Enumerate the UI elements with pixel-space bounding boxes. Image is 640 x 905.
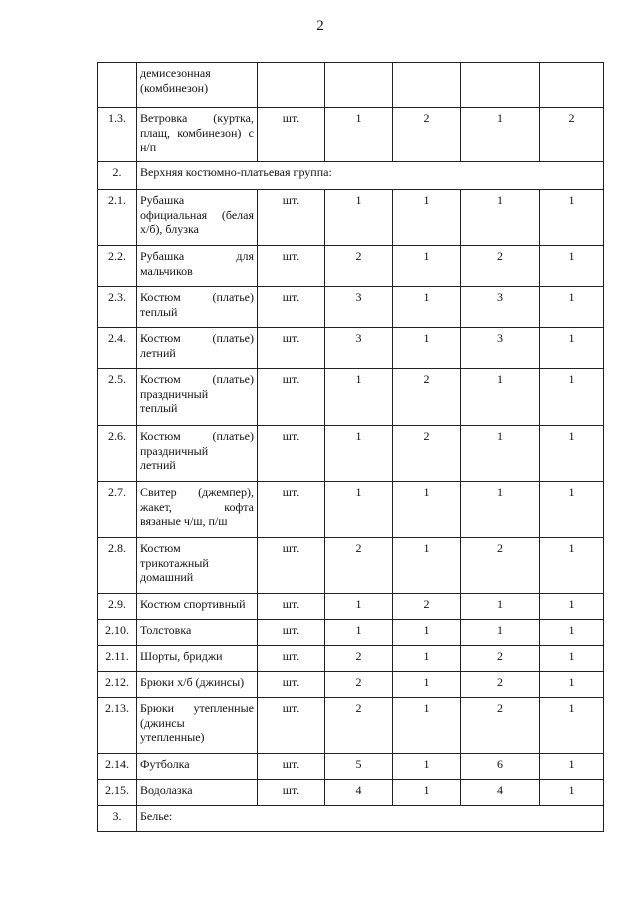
item-name <box>137 780 258 806</box>
item-name <box>137 369 258 426</box>
item-name-line: домашний <box>140 570 194 584</box>
item-name-line: праздничный <box>140 386 209 401</box>
row-number: 2.14. <box>98 754 137 780</box>
quantity-cell: 2 <box>540 108 604 162</box>
item-name <box>137 246 258 287</box>
table-row <box>98 369 604 426</box>
table-row <box>98 806 604 832</box>
quantity-cell: 1 <box>393 287 461 328</box>
quantity-cell <box>540 63 604 108</box>
unit-cell: шт. <box>258 108 325 162</box>
quantity-cell: 1 <box>393 780 461 806</box>
section-heading: Верхняя костюмно-платьевая группа: <box>137 162 604 190</box>
quantity-cell: 1 <box>540 646 604 672</box>
item-name-line: Шорты, бриджи <box>140 649 223 663</box>
table-row <box>98 426 604 482</box>
quantity-cell: 3 <box>461 287 540 328</box>
row-number: 3. <box>98 806 137 832</box>
quantity-cell: 2 <box>461 538 540 594</box>
quantity-cell: 1 <box>393 754 461 780</box>
quantity-cell: 1 <box>325 620 393 646</box>
quantity-cell: 2 <box>393 426 461 482</box>
quantity-cell: 2 <box>393 108 461 162</box>
row-number: 2.12. <box>98 672 137 698</box>
quantity-cell: 1 <box>325 482 393 538</box>
unit-cell: шт. <box>258 672 325 698</box>
item-name-line: Костюм (платье) <box>140 429 254 443</box>
item-name <box>137 594 258 620</box>
item-name <box>137 287 258 328</box>
item-name <box>137 63 258 108</box>
item-name-line: вязаные ч/ш, п/ш <box>140 514 228 528</box>
quantity-cell: 1 <box>461 620 540 646</box>
unit-cell: шт. <box>258 646 325 672</box>
quantity-cell: 1 <box>325 108 393 162</box>
quantity-cell: 3 <box>325 328 393 369</box>
unit-cell: шт. <box>258 780 325 806</box>
item-name <box>137 426 258 482</box>
item-name <box>137 620 258 646</box>
quantity-cell: 1 <box>540 287 604 328</box>
unit-cell: шт. <box>258 538 325 594</box>
quantity-cell: 1 <box>540 620 604 646</box>
quantity-cell: 2 <box>325 698 393 754</box>
quantity-cell: 1 <box>461 482 540 538</box>
item-name-line: официальная (белая <box>140 207 254 222</box>
row-number: 2. <box>98 162 137 190</box>
clothing-norms-table <box>97 62 604 832</box>
item-name <box>137 482 258 538</box>
quantity-cell: 1 <box>461 108 540 162</box>
item-name-line: Костюм (платье) <box>140 372 254 386</box>
quantity-cell: 1 <box>540 328 604 369</box>
table-row <box>98 780 604 806</box>
unit-cell: шт. <box>258 287 325 328</box>
unit-cell: шт. <box>258 190 325 246</box>
table-row <box>98 646 604 672</box>
quantity-cell: 1 <box>393 620 461 646</box>
item-name-line: Рубашка для <box>140 249 254 263</box>
quantity-cell: 1 <box>540 698 604 754</box>
row-number: 2.1. <box>98 190 137 246</box>
item-name-line: Костюм (платье) <box>140 331 254 345</box>
item-name-line: Свитер (джемпер), <box>140 485 254 499</box>
item-name-line: Брюки х/б (джинсы) <box>140 675 245 689</box>
item-name-line: (джинсы <box>140 715 185 730</box>
unit-cell: шт. <box>258 246 325 287</box>
unit-cell: шт. <box>258 754 325 780</box>
item-name <box>137 672 258 698</box>
quantity-cell: 1 <box>325 369 393 426</box>
item-name-line: праздничный <box>140 443 209 458</box>
quantity-cell: 1 <box>393 646 461 672</box>
unit-cell: шт. <box>258 594 325 620</box>
quantity-cell: 2 <box>461 646 540 672</box>
quantity-cell: 1 <box>393 698 461 754</box>
quantity-cell: 1 <box>540 538 604 594</box>
quantity-cell: 1 <box>393 538 461 594</box>
unit-cell <box>258 63 325 108</box>
item-name-line: (комбинезон) <box>140 80 209 95</box>
quantity-cell: 1 <box>325 426 393 482</box>
row-number: 1.3. <box>98 108 137 162</box>
quantity-cell <box>325 63 393 108</box>
table-row <box>98 672 604 698</box>
quantity-cell: 2 <box>325 646 393 672</box>
item-name-line: Костюм <box>140 541 181 555</box>
item-name-line: Футболка <box>140 757 190 771</box>
quantity-cell <box>393 63 461 108</box>
row-number: 2.13. <box>98 698 137 754</box>
quantity-cell: 1 <box>540 594 604 620</box>
table-row <box>98 538 604 594</box>
table-row <box>98 754 604 780</box>
item-name <box>137 754 258 780</box>
quantity-cell: 3 <box>461 328 540 369</box>
quantity-cell: 2 <box>325 538 393 594</box>
unit-cell: шт. <box>258 698 325 754</box>
quantity-cell: 4 <box>325 780 393 806</box>
quantity-cell: 1 <box>393 672 461 698</box>
item-name-line: утепленные) <box>140 730 205 744</box>
quantity-cell <box>461 63 540 108</box>
quantity-cell: 2 <box>393 369 461 426</box>
quantity-cell: 1 <box>393 328 461 369</box>
item-name <box>137 698 258 754</box>
item-name-line: демисезонная <box>140 66 211 80</box>
quantity-cell: 2 <box>461 698 540 754</box>
quantity-cell: 1 <box>461 369 540 426</box>
table-row <box>98 328 604 369</box>
quantity-cell: 4 <box>461 780 540 806</box>
quantity-cell: 1 <box>461 594 540 620</box>
quantity-cell: 1 <box>540 369 604 426</box>
unit-cell: шт. <box>258 620 325 646</box>
item-name-line: Толстовка <box>140 623 192 637</box>
item-name <box>137 538 258 594</box>
unit-cell: шт. <box>258 369 325 426</box>
item-name-line: теплый <box>140 401 178 415</box>
quantity-cell: 1 <box>461 426 540 482</box>
quantity-cell: 1 <box>461 190 540 246</box>
quantity-cell: 6 <box>461 754 540 780</box>
quantity-cell: 2 <box>325 672 393 698</box>
table-row <box>98 620 604 646</box>
item-name-line: мальчиков <box>140 263 193 278</box>
item-name-line: х/б), блузка <box>140 222 199 236</box>
section-heading: Белье: <box>137 806 604 832</box>
item-name-line: Рубашка <box>140 193 185 207</box>
row-number: 2.4. <box>98 328 137 369</box>
item-name-line: Ветровка (куртка, <box>140 111 254 125</box>
row-number <box>98 63 137 108</box>
table-row <box>98 108 604 162</box>
row-number: 2.8. <box>98 538 137 594</box>
item-name <box>137 646 258 672</box>
table-row <box>98 63 604 108</box>
quantity-cell: 2 <box>393 594 461 620</box>
unit-cell: шт. <box>258 426 325 482</box>
item-name-line: Костюм (платье) <box>140 290 254 304</box>
quantity-cell: 2 <box>461 246 540 287</box>
item-name <box>137 328 258 369</box>
quantity-cell: 2 <box>325 246 393 287</box>
quantity-cell: 1 <box>393 190 461 246</box>
item-name <box>137 108 258 162</box>
row-number: 2.7. <box>98 482 137 538</box>
quantity-cell: 1 <box>540 672 604 698</box>
table-row <box>98 482 604 538</box>
quantity-cell: 1 <box>393 246 461 287</box>
quantity-cell: 2 <box>461 672 540 698</box>
row-number: 2.6. <box>98 426 137 482</box>
table-row <box>98 698 604 754</box>
item-name-line: жакет, кофта <box>140 499 254 514</box>
unit-cell: шт. <box>258 328 325 369</box>
table-row <box>98 190 604 246</box>
quantity-cell: 1 <box>540 780 604 806</box>
item-name-line: трикотажный <box>140 555 209 570</box>
item-name-line: летний <box>140 345 176 360</box>
quantity-cell: 1 <box>540 426 604 482</box>
quantity-cell: 1 <box>540 754 604 780</box>
quantity-cell: 3 <box>325 287 393 328</box>
quantity-cell: 1 <box>393 482 461 538</box>
unit-cell: шт. <box>258 482 325 538</box>
quantity-cell: 1 <box>540 482 604 538</box>
table-row <box>98 287 604 328</box>
table-row <box>98 594 604 620</box>
row-number: 2.5. <box>98 369 137 426</box>
quantity-cell: 1 <box>325 190 393 246</box>
item-name-line: Водолазка <box>140 783 193 797</box>
quantity-cell: 5 <box>325 754 393 780</box>
item-name-line: Костюм спортивный <box>140 597 246 611</box>
quantity-cell: 1 <box>540 246 604 287</box>
item-name-line: теплый <box>140 304 178 319</box>
quantity-cell: 1 <box>540 190 604 246</box>
page-number: 2 <box>316 18 324 34</box>
item-name-line: н/п <box>140 140 157 154</box>
quantity-cell: 1 <box>325 594 393 620</box>
table-row <box>98 162 604 190</box>
row-number: 2.15. <box>98 780 137 806</box>
row-number: 2.2. <box>98 246 137 287</box>
item-name-line: летний <box>140 458 176 472</box>
row-number: 2.9. <box>98 594 137 620</box>
item-name-line: плащ, комбинезон) с <box>140 125 254 140</box>
row-number: 2.3. <box>98 287 137 328</box>
item-name <box>137 190 258 246</box>
row-number: 2.11. <box>98 646 137 672</box>
table-row <box>98 246 604 287</box>
row-number: 2.10. <box>98 620 137 646</box>
item-name-line: Брюки утепленные <box>140 701 254 715</box>
